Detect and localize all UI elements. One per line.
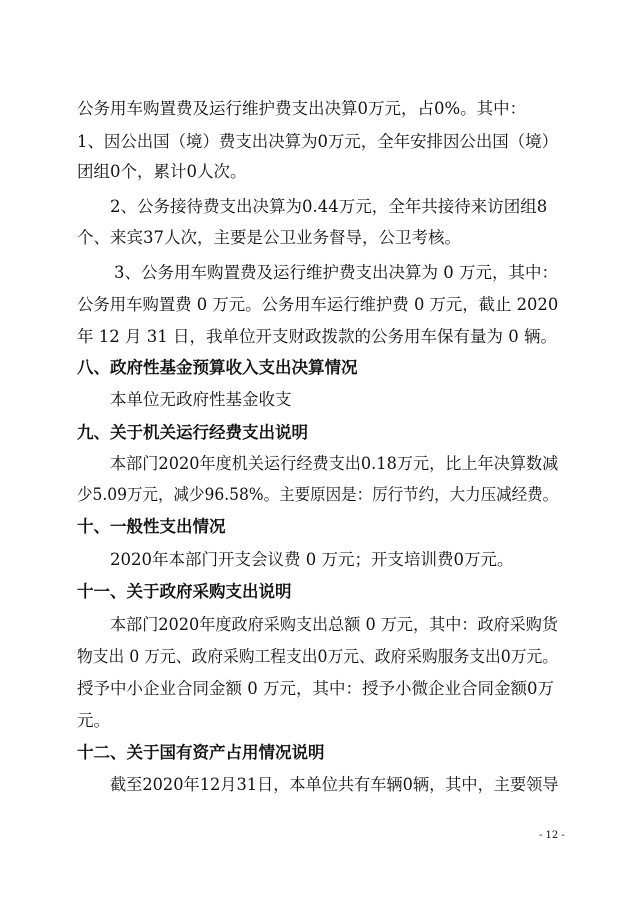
page-number: - 12 - xyxy=(539,830,565,841)
section-heading: 十、一般性支出情况 xyxy=(77,517,226,536)
text-line: 1、因公出国（境）费支出决算为0万元，全年安排因公出国（境） xyxy=(77,132,559,151)
section-heading: 八、政府性基金预算收入支出决算情况 xyxy=(77,358,358,377)
text-line: 3、公务用车购置费及运行维护费支出决算为 0 万元，其中： xyxy=(114,263,558,282)
text-line: 公务用车购置费及运行维护费支出决算0万元，占0%。其中： xyxy=(77,99,527,118)
text-line: 个、来宾37人次，主要是公卫业务督导，公卫考核。 xyxy=(77,228,461,247)
text-line: 授予中小企业合同金额 0 万元，其中：授予小微企业合同金额0万 xyxy=(77,679,554,698)
section-heading: 九、关于机关运行经费支出说明 xyxy=(77,423,308,442)
text-line: 本部门2020年度机关运行经费支出0.18万元，比上年决算数减 xyxy=(110,454,559,473)
text-line: 本单位无政府性基金收支 xyxy=(110,390,292,409)
text-line: 2020年本部门开支会议费 0 万元；开支培训费0万元。 xyxy=(110,550,514,569)
section-heading: 十一、关于政府采购支出说明 xyxy=(77,582,292,601)
text-line: 年 12 月 31 日，我单位开支财政拨款的公务用车保有量为 0 辆。 xyxy=(77,327,557,346)
text-line: 团组0个，累计0人次。 xyxy=(77,162,247,181)
text-line: 本部门2020年度政府采购支出总额 0 万元，其中：政府采购货 xyxy=(110,615,558,634)
text-line: 少5.09万元，减少96.58%。主要原因是：厉行节约，大力压减经费。 xyxy=(77,485,559,504)
section-heading: 十二、关于国有资产占用情况说明 xyxy=(77,743,325,762)
text-line: 截至2020年12月31日，本单位共有车辆0辆，其中，主要领导 xyxy=(110,775,559,794)
text-line: 元。 xyxy=(77,711,110,730)
text-line: 2、公务接待费支出决算为0.44万元，全年共接待来访团组8 xyxy=(110,197,548,216)
text-line: 公务用车购置费 0 万元。公务用车运行维护费 0 万元，截止 2020 xyxy=(77,295,559,314)
text-line: 物支出 0 万元、政府采购工程支出0万元、政府采购服务支出0万元。 xyxy=(77,647,559,666)
